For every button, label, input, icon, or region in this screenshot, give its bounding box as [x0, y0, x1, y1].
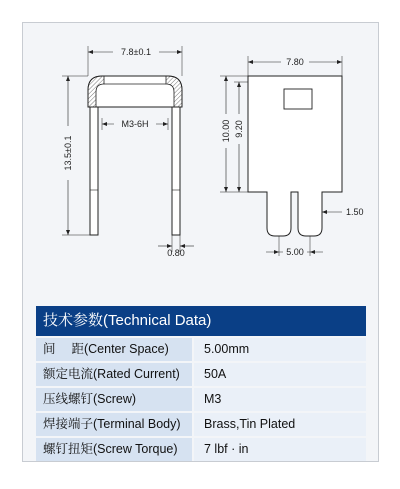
spec-table	[36, 306, 366, 461]
spec-label: 额定电流(Rated Current)	[36, 363, 192, 386]
right-width-dim: 7.80	[286, 57, 304, 67]
screw-window	[284, 89, 312, 109]
spec-row-center-space	[36, 338, 366, 361]
spec-value: M3	[194, 388, 366, 411]
spec-row-rated-current	[36, 363, 366, 386]
spec-row-terminal-body	[36, 413, 366, 436]
spec-label: 压线螺钉(Screw)	[36, 388, 192, 411]
spec-row-screw	[36, 388, 366, 411]
body-height-dim: 9.20	[234, 120, 244, 138]
right-view	[220, 56, 364, 258]
right-leg	[172, 107, 180, 235]
spec-label: 间 距(Center Space)	[36, 338, 192, 361]
overall-height-dim: 10.00	[221, 119, 231, 143]
screw-label: M3-6H	[121, 119, 149, 129]
spec-label: 焊接端子(Terminal Body)	[36, 413, 192, 436]
spec-value: 7 lbf · in	[194, 438, 366, 461]
spec-label: 螺钉扭矩(Screw Torque)	[36, 438, 192, 461]
left-width-dim: 7.8±0.1	[121, 47, 151, 57]
spec-table-title: 技术参数(Technical Data)	[36, 306, 366, 336]
pin-thickness-dim: 0.80	[167, 248, 185, 258]
spec-value: 5.00mm	[194, 338, 366, 361]
spec-value: Brass,Tin Plated	[194, 413, 366, 436]
spec-value: 50A	[194, 363, 366, 386]
pin-width-dim: 1.50	[346, 207, 364, 217]
left-view	[62, 45, 194, 258]
left-leg	[90, 107, 98, 235]
spec-row-screw-torque	[36, 438, 366, 461]
pin-spacing-dim: 5.00	[286, 247, 304, 257]
height-dim: 13.5±0.1	[63, 135, 73, 171]
